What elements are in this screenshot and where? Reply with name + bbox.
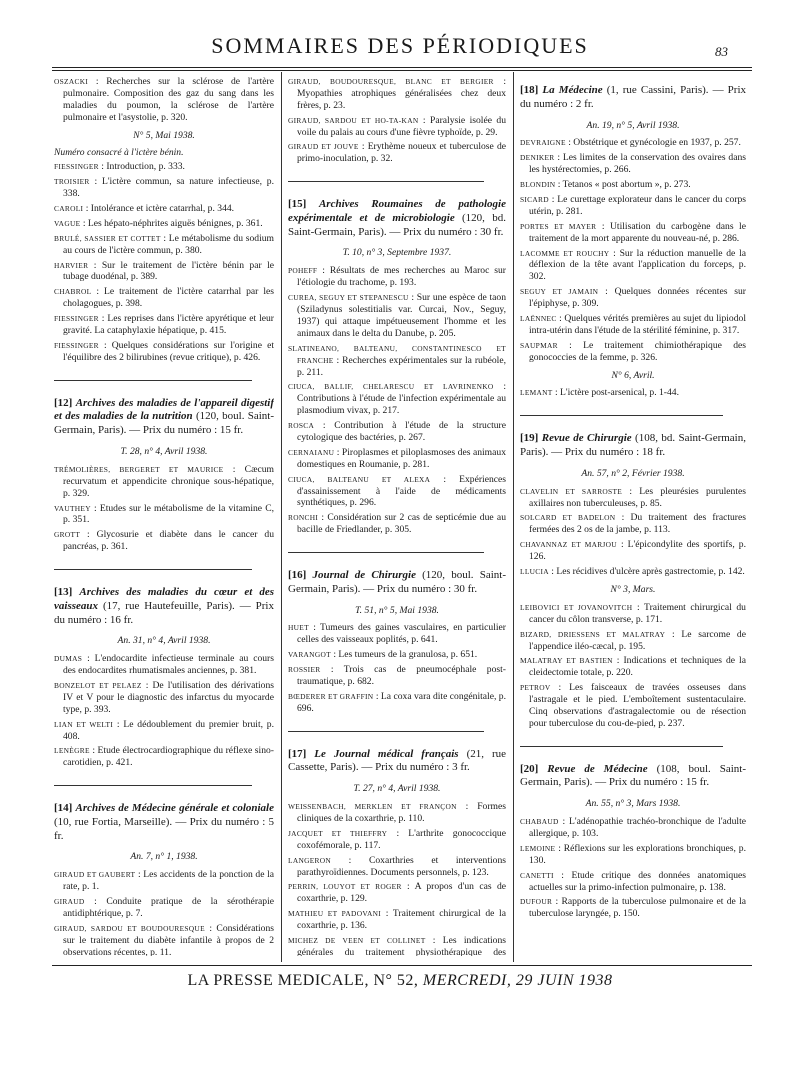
author-names: LANGERON xyxy=(288,855,332,865)
author-names: GIRAUD xyxy=(54,897,85,907)
reference-entry xyxy=(288,292,506,340)
author-names: ROSCA xyxy=(288,421,315,431)
article-title: : De l'utilisation des dérivations IV et V pour le diagnostic des infarctus du myocarde type, p. 393. xyxy=(63,680,274,715)
reference-entry xyxy=(520,387,746,399)
reference-list xyxy=(520,387,746,399)
author-names: SLATINEANO, BALTEANU, CONSTANTINESCO ET FRANCHE xyxy=(288,343,506,365)
author-names: GIRAUD ET GAUBERT xyxy=(54,870,136,880)
author-names: CERNAIANU xyxy=(288,447,335,457)
reference-entry xyxy=(288,420,506,444)
author-names: LACOMME ET ROUCHY xyxy=(520,248,610,258)
article-title: : Le dédoublement du premier bruit, p. 408. xyxy=(63,718,274,742)
reference-entry xyxy=(520,682,746,730)
author-names: DUMAS xyxy=(54,654,83,664)
author-names: SAUPMAR xyxy=(520,340,558,350)
journal-heading: [19] Revue de Chirurgie (108, bd. Saint-Germain, Paris). — Prix du numéro : 18 fr. xyxy=(520,432,746,459)
journal-heading: [17] Le Journal médical français (21, rue Cassette, Paris). — Prix du numéro : 3 fr. xyxy=(288,747,506,774)
article-title: : La coxa vara dite congénitale, p. 696. xyxy=(297,690,506,714)
issue-heading: An. 31, n° 4, Avril 1938. xyxy=(117,635,211,647)
reference-entry xyxy=(520,286,746,310)
reference-list xyxy=(520,602,746,730)
article-title: : Glycosurie et diabète dans le cancer du pancréas, p. 361. xyxy=(63,529,274,553)
reference-entry xyxy=(54,464,274,500)
reference-entry xyxy=(520,843,746,867)
article-title: : Obstétrique et gynécologie en 1937, p. 257. xyxy=(565,137,741,149)
journal-heading: [18] La Médecine (1, rue Cassini, Paris). — Prix du numéro : 2 fr. xyxy=(520,84,746,110)
section-separator xyxy=(288,731,484,732)
section-separator xyxy=(54,380,252,381)
article-title: : Contributions à l'étude de l'infection expérimentale au plasmodium vivax, p. 217. xyxy=(297,381,506,417)
article-title: : L'adénopathie trachéo-bronchique de l'adulte allergique, p. 103. xyxy=(529,816,746,840)
article-title: : Les hépato-néphrites aiguës bénignes, p. 361. xyxy=(80,217,263,229)
author-names: FIESSINGER xyxy=(54,340,99,350)
section-separator xyxy=(288,181,484,182)
issue-heading: An. 7, n° 1, 1938. xyxy=(130,851,198,863)
reference-entry xyxy=(288,622,506,646)
author-names: POHEFF xyxy=(288,266,318,276)
article-title: : Myopathies atrophiques généralisées chez deux frères, p. 23. xyxy=(297,76,506,111)
issue-heading: N° 6, Avril. xyxy=(611,369,655,381)
article-title: : Résultats de mes recherches au Maroc sur l'étiologie du trachome, p. 193. xyxy=(297,265,506,289)
author-names: PETROV xyxy=(520,683,551,693)
article-title: : Recherches sur la sclérose de l'artère pulmonaire. Composition des gaz du sang dans les maladies du poumon, la sclérose de l'artère pulmonaire et l'asystolie, p. 320. xyxy=(63,76,274,123)
author-names: PORTES ET MAYER xyxy=(520,221,597,231)
reference-list xyxy=(520,486,746,578)
article-title: : Les accidents de la ponction de la rate, p. 1. xyxy=(63,869,274,893)
author-names: DEVRAIGNE xyxy=(520,138,566,148)
reference-entry xyxy=(520,870,746,894)
reference-entry xyxy=(288,447,506,471)
article-title: : Tetanos « post abortum », p. 273. xyxy=(555,179,691,191)
author-names: BIZARD, DRIESSENS ET MALATRAY xyxy=(520,629,666,639)
issue-heading: N° 5, Mai 1938. xyxy=(133,129,195,141)
article-title: : Les tumeurs de la granulosa, p. 651. xyxy=(330,649,478,661)
reference-entry xyxy=(520,602,746,626)
reference-entry xyxy=(288,908,506,932)
article-title: : Trois cas de pneumocéphale post-traumatique, p. 682. xyxy=(297,664,506,688)
reference-entry xyxy=(54,286,274,310)
author-names: VAUTHEY xyxy=(54,503,91,513)
article-title: : Indications et techniques de la cleidectomie totale, p. 220. xyxy=(529,655,746,679)
author-names: GROTT xyxy=(54,530,81,540)
article-title: : Traitement chirurgical de la coxarthrie, p. 136. xyxy=(297,908,506,932)
author-names: LIAN ET WELTI xyxy=(54,719,114,729)
reference-entry xyxy=(54,76,274,124)
reference-entry xyxy=(520,816,746,840)
reference-entry xyxy=(54,680,274,716)
section-separator xyxy=(54,569,252,570)
section-separator xyxy=(520,415,723,416)
article-title: : Sur une espèce de taon (Sziladynus solestitialis var. Curcai, Nov., Seguy, 1937) qui attaque impétueusement l'homme et les animaux dans le delta du Danube, p. 205. xyxy=(297,292,506,339)
author-names: LEMOINE xyxy=(520,843,556,853)
reference-entry xyxy=(520,512,746,536)
author-names: FIESSINGER xyxy=(54,162,99,172)
reference-entry xyxy=(288,381,506,417)
reference-entry xyxy=(520,340,746,364)
reference-list xyxy=(288,801,506,956)
author-names: CAROLI xyxy=(54,204,84,214)
reference-entry xyxy=(520,655,746,679)
page-number: 83 xyxy=(715,44,728,59)
reference-entry xyxy=(54,260,274,284)
article-title: : Réflexions sur les explorations bronchiques, p. 130. xyxy=(529,842,746,866)
author-names: LEIBOVICI ET JOVANOVITCH xyxy=(520,602,633,612)
article-title: : A propos d'un cas de coxarthrie, p. 129. xyxy=(297,881,506,905)
author-names: HARVIER xyxy=(54,260,89,270)
section-separator xyxy=(520,746,723,747)
reference-entry xyxy=(520,629,746,653)
reference-list xyxy=(54,161,274,363)
reference-entry xyxy=(520,137,746,149)
author-names: VAGUE xyxy=(54,218,81,228)
header-rule xyxy=(52,67,752,68)
reference-entry xyxy=(54,653,274,677)
author-names: TRÉMOLIÈRES, BERGERET ET MAURICE xyxy=(54,464,224,474)
reference-entry xyxy=(54,203,274,215)
reference-entry xyxy=(54,869,274,893)
reference-entry xyxy=(288,691,506,715)
section-separator xyxy=(288,552,484,553)
author-names: GIRAUD, SARDOU ET BOUDOURESQUE xyxy=(54,923,205,933)
reference-entry xyxy=(288,512,506,536)
reference-entry xyxy=(520,486,746,510)
reference-list xyxy=(54,464,274,553)
reference-entry xyxy=(520,179,746,191)
journal-heading: [13] Archives des maladies du cœur et des vaisseaux (17, rue Hautefeuille, Paris). — Prix du numéro : 16 fr. xyxy=(54,586,274,626)
article-title: : Le curettage explorateur dans le cancer du corps utérin, p. 281. xyxy=(529,193,746,217)
article-title: : L'endocardite infectieuse terminale au cours des endocardites rhumatismales anciennes, p. 381. xyxy=(63,653,274,677)
author-names: CLAVELIN ET SARROSTE xyxy=(520,486,623,496)
issue-heading: T. 28, n° 4, Avril 1938. xyxy=(120,445,208,457)
article-title: : Sur le traitement de l'ictère bénin par le tubage duodénal, p. 389. xyxy=(63,259,274,283)
article-title: : L'épicondylite des sportifs, p. 126. xyxy=(529,539,746,563)
author-names: SICARD xyxy=(520,194,549,204)
header-rule-double xyxy=(52,70,752,71)
author-names: BŒDERER ET GRAFFIN xyxy=(288,691,374,701)
article-title: : Quelques vérités premières au sujet du lipiodol intra-utérin dans l'étude de la stérilité féminine, p. 317. xyxy=(529,312,746,336)
reference-entry xyxy=(520,896,746,920)
article-title: : Quelques considérations sur l'origine et l'équilibre des 2 bilirubines (revue critique), p. 426. xyxy=(63,339,274,363)
reference-entry xyxy=(520,313,746,337)
author-names: LAËNNEC xyxy=(520,313,557,323)
footer-rule xyxy=(52,965,752,966)
column-middle xyxy=(288,76,506,956)
article-title: : Le sarcome de l'appendice iléo-cæcal, p. 195. xyxy=(529,628,746,652)
reference-entry xyxy=(288,115,506,139)
article-title: : Traitement chirurgical du cancer du côlon transverse, p. 171. xyxy=(529,601,746,625)
author-names: SOLCARD ET BADELON xyxy=(520,513,616,523)
article-title: : Etude électrocardiographique du réflexe sino-carotidien, p. 421. xyxy=(63,745,274,769)
article-title: : Les reprises dans l'ictère apyrétique et leur gravité. La cataphylaxie hépatique, p. 415. xyxy=(63,313,274,337)
author-names: BRULÉ, SASSIER ET COTTET xyxy=(54,233,161,243)
author-names: BONZELOT ET PELAEZ xyxy=(54,681,142,690)
author-names: RONCHI xyxy=(288,513,319,523)
article-title: : L'arthrite gonococcique coxofémorale, p. 117. xyxy=(297,827,506,851)
reference-list xyxy=(54,76,274,124)
author-names: DENIKER xyxy=(520,153,555,163)
reference-entry xyxy=(288,141,506,165)
reference-entry xyxy=(54,719,274,743)
author-names: TROISIER xyxy=(54,177,90,187)
reference-entry xyxy=(54,161,274,173)
reference-entry xyxy=(288,265,506,289)
author-names: HUET xyxy=(288,623,309,633)
article-title: : Expériences d'assainissement à l'aide de médicaments synthétiques, p. 296. xyxy=(297,473,506,509)
author-names: GIRAUD ET JOUVE xyxy=(288,142,359,152)
issue-heading: An. 57, n° 2, Février 1938. xyxy=(581,467,685,479)
author-names: ROSSIER xyxy=(288,665,321,675)
reference-entry xyxy=(54,313,274,337)
reference-entry xyxy=(54,503,274,527)
article-title: : Paralysie isolée du voile du palais au cours d'une fièvre typhoïde, p. 29. xyxy=(297,114,506,138)
reference-entry xyxy=(288,881,506,905)
reference-entry xyxy=(54,233,274,257)
author-names: OSZACKI xyxy=(54,77,89,86)
reference-list xyxy=(54,653,274,769)
issue-note: Numéro consacré à l'ictère bénin. xyxy=(54,147,184,159)
article-title: : Considérations sur le traitement du diabète infantile à propos de 2 observations récentes, p. 11. xyxy=(63,922,274,956)
author-names: CHABAUD xyxy=(520,817,559,827)
article-title: : Les faisceaux de travées osseuses dans l'astragale et le pied. L'emboîtement sustentaculaire. Cinq observations d'astragalectomie ou de résection pour tuberculose du cou-de-pied, p. 237. xyxy=(529,682,746,729)
reference-list xyxy=(520,816,746,920)
issue-heading: An. 19, n° 5, Avril 1938. xyxy=(586,119,680,131)
author-names: CUREA, SEGUY ET STEPANESCU xyxy=(288,293,409,303)
issue-heading: N° 3, Mars. xyxy=(610,583,656,595)
article-title: : Etude critique des données anatomiques actuelles sur la primo-infection pulmonaire, p. 138. xyxy=(529,869,746,893)
article-title: : L'ictère commun, sa nature infectieuse, p. 338. xyxy=(63,176,274,200)
journal-heading: [14] Archives de Médecine générale et coloniale (10, rue Fortia, Marseille). — Prix du numéro : 5 fr. xyxy=(54,802,274,842)
author-names: JACQUET ET THIEFFRY xyxy=(288,828,388,838)
article-title: : Les pleurésies purulentes axillaires non tuberculeuses, p. 85. xyxy=(529,485,746,509)
author-names: BLONDIN xyxy=(520,180,556,190)
article-title: : Tumeurs des gaines vasculaires, en particulier celles des vaisseaux poplités, p. 641. xyxy=(297,622,506,646)
reference-entry xyxy=(288,343,506,379)
reference-list xyxy=(288,622,506,714)
reference-entry xyxy=(288,474,506,510)
column-right xyxy=(520,76,746,956)
author-names: DUFOUR xyxy=(520,897,553,907)
article-title: : Utilisation du carbogène dans le traitement de la mort apparente du nouveau-né, p. 286. xyxy=(529,220,746,244)
reference-entry xyxy=(288,649,506,661)
issue-heading: T. 27, n° 4, Avril 1938. xyxy=(353,783,441,795)
article-title: : Etudes sur le métabolisme de la vitamine C, p. 351. xyxy=(63,502,274,526)
article-title: : Le métabolisme du sodium au cours de l'ictère commun, p. 380. xyxy=(63,232,274,256)
author-names: PERRIN, LOUYOT ET ROGER xyxy=(288,882,402,892)
reference-entry xyxy=(288,76,506,112)
reference-entry xyxy=(288,801,506,825)
article-title: : Formes cliniques de la coxarthrie, p. 110. xyxy=(297,801,506,824)
reference-entry xyxy=(520,248,746,284)
reference-entry xyxy=(54,176,274,200)
article-title: : Le traitement de l'ictère catarrhal par les cholagogues, p. 398. xyxy=(63,286,274,310)
reference-entry xyxy=(288,664,506,688)
article-title: : Considération sur 2 cas de septicémie due au bacille de Friedlander, p. 305. xyxy=(297,512,506,536)
author-names: WEISSENBACH, MERKLEN ET FRANÇON xyxy=(288,802,457,812)
article-title: : Intolérance et ictère catarrhal, p. 344. xyxy=(83,203,235,215)
article-title: : Les récidives d'ulcère après gastrectomie, p. 142. xyxy=(548,566,745,578)
reference-entry xyxy=(520,194,746,218)
reference-entry xyxy=(288,828,506,852)
article-title: : Coxarthries et interventions parathyroïdiennes. Documents personnels, p. 123. xyxy=(297,854,506,878)
column-divider xyxy=(513,72,514,962)
author-names: CANETTI xyxy=(520,870,554,880)
author-names: LENÈGRE xyxy=(54,746,90,756)
reference-entry xyxy=(54,923,274,956)
issue-heading: T. 51, n° 5, Mai 1938. xyxy=(355,604,439,616)
article-title: : Les indications générales du traitement physiothérapique des xyxy=(297,935,506,956)
article-title: : Recherches expérimentales sur la rubéole, p. 211. xyxy=(297,354,506,378)
reference-entry xyxy=(54,529,274,553)
reference-entry xyxy=(288,935,506,956)
author-names: CHABROL xyxy=(54,287,92,297)
reference-entry xyxy=(520,539,746,563)
column-divider xyxy=(281,72,282,962)
author-names: LEMANT xyxy=(520,388,553,398)
author-names: FIESSINGER xyxy=(54,314,99,324)
author-names: MATHIEU ET PADOVANI xyxy=(288,909,382,919)
author-names: VARANGOT xyxy=(288,650,331,660)
article-title: : Sur la réduction manuelle de la déflexion de la tête avant l'application du forceps, p. 302. xyxy=(529,247,746,283)
author-names: GIRAUD, BOUDOURESQUE, BLANC ET BERGIER xyxy=(288,77,494,86)
reference-entry xyxy=(520,566,746,578)
reference-entry xyxy=(54,340,274,364)
reference-list xyxy=(520,137,746,363)
article-title: : Rapports de la tuberculose pulmonaire et de la tuberculose laryngée, p. 150. xyxy=(529,896,746,920)
reference-entry xyxy=(520,221,746,245)
section-separator xyxy=(54,785,252,786)
article-title: : Les limites de la conservation des ovaires dans les hystérectomies, p. 266. xyxy=(529,152,746,176)
author-names: GIRAUD, SARDOU ET HO-TA-KAN xyxy=(288,115,419,125)
article-title: : Conduite pratique de la sérothérapie antidiphtérique, p. 7. xyxy=(63,896,274,920)
issue-heading: T. 10, n° 3, Septembre 1937. xyxy=(342,247,452,259)
author-names: MALATRAY ET BASTIEN xyxy=(520,656,613,666)
author-names: CIUCA, BALLIF, CHELARESCU ET LAVRINENKO xyxy=(288,382,494,392)
reference-entry xyxy=(54,745,274,769)
author-names: SEGUY ET JAMAIN xyxy=(520,287,599,297)
journal-heading: [15] Archives Roumaines de pathologie expérimentale et de microbiologie (120, bd. Saint-Germain, Paris). — Prix du numéro : 30 fr. xyxy=(288,198,506,238)
journal-heading: [12] Archives des maladies de l'appareil digestif et des maladies de la nutrition (120, boul. Saint-Germain, Paris). — Prix du numéro : 15 fr. xyxy=(54,396,274,437)
issue-heading: An. 55, n° 3, Mars 1938. xyxy=(585,798,681,810)
article-title: : Le traitement chimiothérapique des gonococcies de la femme, p. 326. xyxy=(529,339,746,363)
article-title: : Contribution à l'étude de la structure cytologique des bactéries, p. 267. xyxy=(297,420,506,443)
reference-list xyxy=(288,265,506,536)
page-title: SOMMAIRES DES PÉRIODIQUES xyxy=(211,33,589,58)
reference-entry xyxy=(54,218,274,230)
reference-list xyxy=(54,869,274,956)
author-names: CHAVANNAZ ET MARJOU xyxy=(520,540,617,550)
journal-heading: [20] Revue de Médecine (108, boul. Saint-Germain, Paris). — Prix du numéro : 15 fr. xyxy=(520,762,746,789)
article-title: : Quelques données récentes sur l'épiphyse, p. 309. xyxy=(529,286,746,310)
author-names: CIUCA, BALTEANU ET ALEXA xyxy=(288,474,431,484)
author-names: LLUCIA xyxy=(520,567,549,577)
article-title: : Introduction, p. 333. xyxy=(98,161,185,173)
article-title: : Erythème noueux et tuberculose de primo-inoculation, p. 32. xyxy=(297,141,506,165)
reference-entry xyxy=(520,152,746,176)
column-left xyxy=(54,76,274,956)
reference-entry xyxy=(54,896,274,920)
author-names: MICHEZ DE VEEN ET COLLINET xyxy=(288,936,426,945)
article-title: : Cæcum recurvatum et appendicite chronique sous-hépatique, p. 329. xyxy=(63,463,274,499)
article-title: : Piroplasmes et piloplasmoses des animaux domestiques en Roumanie, p. 281. xyxy=(297,446,506,470)
reference-entry xyxy=(288,855,506,879)
article-title: : L'ictère post-arsenical, p. 1-44. xyxy=(552,387,679,399)
reference-list xyxy=(288,76,506,165)
journal-heading: [16] Journal de Chirurgie (120, boul. Saint-Germain, Paris). — Prix du numéro : 30 fr. xyxy=(288,569,506,595)
page-footer: LA PRESSE MEDICALE, N° 52, MERCREDI, 29 JUIN 1938 xyxy=(187,972,613,989)
article-title: : Du traitement des fractures fermées des 2 os de la jambe, p. 113. xyxy=(529,512,746,536)
